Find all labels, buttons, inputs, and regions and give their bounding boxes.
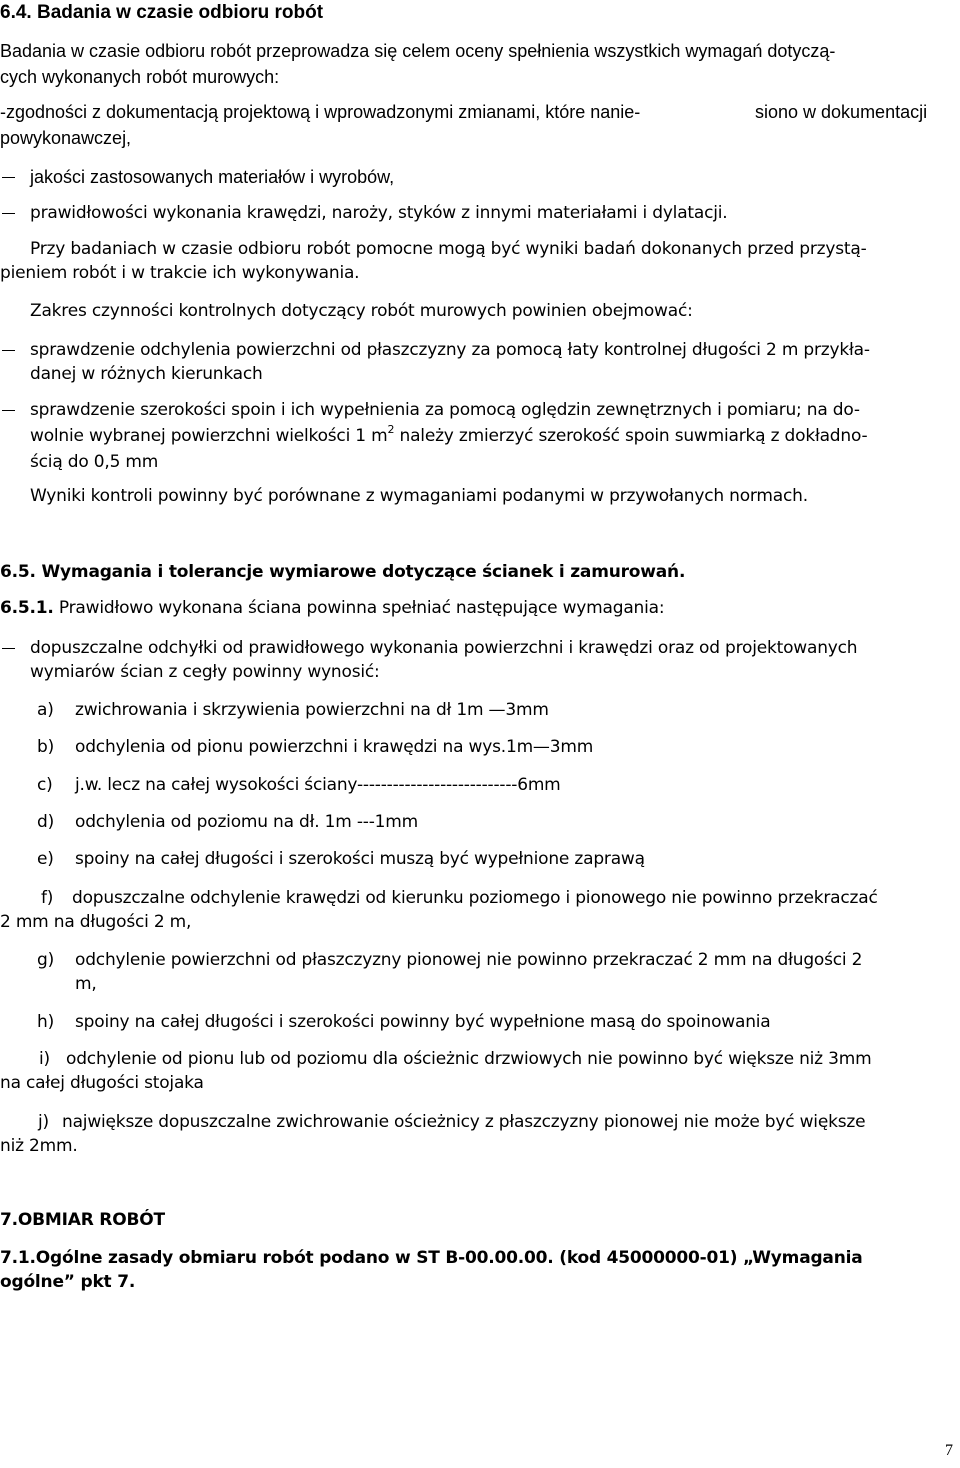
item-e-label: e): [37, 849, 54, 869]
item-c-label: c): [37, 775, 53, 795]
subsection-6-5-1-number: 6.5.1.: [0, 598, 54, 618]
item-a-label: a): [37, 700, 54, 720]
item-b-label: b): [37, 737, 55, 757]
item-i-line-1: odchylenie od pionu lub od poziomu dla ościeżnic drzwiowych nie powinno być większe niż 3mm: [66, 1049, 872, 1069]
dash-bullet-icon: [2, 213, 15, 214]
subsection-6-5-1: [0, 597, 664, 619]
dash-bullet-icon: [2, 350, 15, 351]
przy-line-1: Przy badaniach w czasie odbioru robót pomocne mogą być wyniki badań dokonanych przed przystą-: [30, 239, 867, 259]
section-6-5-heading: 6.5. Wymagania i tolerancje wymiarowe dotyczące ścianek i zamurowań.: [0, 562, 686, 582]
wyniki-text: Wyniki kontroli powinny być porównane z wymaganiami podanymi w przywołanych normach.: [30, 486, 808, 506]
req2-text: jakości zastosowanych materiałów i wyrobów,: [30, 167, 395, 187]
check1-line-2: danej w różnych kierunkach: [30, 364, 263, 384]
dash-bullet-icon: [2, 410, 15, 411]
item-e-text: spoiny na całej długości i szerokości muszą być wypełnione zaprawą: [75, 849, 645, 869]
intro-line-2: cych wykonanych robót murowych:: [0, 67, 280, 87]
item-f-label: f): [41, 888, 54, 908]
req1-text-a: -zgodności z dokumentacją projektową i wprowadzonymi zmianami, które nanie-: [0, 102, 641, 122]
req1-text-b: siono w dokumentacji: [755, 102, 928, 122]
section-7-1-line-2: ogólne” pkt 7.: [0, 1272, 136, 1292]
check1-line-1: sprawdzenie odchylenia powierzchni od płaszczyzny za pomocą łaty kontrolnej długości 2 m przykła-: [30, 340, 870, 360]
item-f-line-2: 2 mm na długości 2 m,: [0, 912, 192, 932]
item-i-line-2: na całej długości stojaka: [0, 1073, 204, 1093]
intro-line-1: Badania w czasie odbioru robót przeprowadza się celem oceny spełnienia wszystkich wymagań dotyczą-: [0, 41, 836, 61]
item-g-line-2: m,: [75, 974, 97, 994]
item-j-line-2: niż 2mm.: [0, 1136, 78, 1156]
item-h-label: h): [37, 1012, 55, 1032]
item-a-text: zwichrowania i skrzywienia powierzchni na dł 1m —3mm: [75, 700, 549, 720]
item-c-text: j.w. lecz na całej wysokości ściany---------------------------6mm: [75, 775, 561, 795]
check2-line-2: [30, 425, 867, 447]
check2-line-2-text-b: należy zmierzyć szerokość spoin suwmiarką z dokładno-: [394, 426, 868, 446]
dash-bullet-icon: [2, 648, 15, 649]
tolerances-line-2: wymiarów ścian z cegły powinny wynosić:: [30, 662, 380, 682]
item-b-text: odchylenia od pionu powierzchni i krawędzi na wys.1m—3mm: [75, 737, 594, 757]
check2-line-1: sprawdzenie szerokości spoin i ich wypełnienia za pomocą oględzin zewnętrznych i pomiaru; na do-: [30, 400, 860, 420]
item-j-line-1: największe dopuszczalne zwichrowanie ościeżnicy z płaszczyzny pionowej nie może być większe: [62, 1112, 866, 1132]
tolerances-line-1: dopuszczalne odchyłki od prawidłowego wykonania powierzchni i krawędzi oraz od projektowanych: [30, 638, 858, 658]
item-d-text: odchylenia od poziomu na dł. 1m ---1mm: [75, 812, 418, 832]
section-7-heading: 7.OBMIAR ROBÓT: [0, 1210, 165, 1230]
subsection-6-5-1-text: Prawidłowo wykonana ściana powinna spełniać następujące wymagania:: [53, 598, 665, 618]
req1-text-line-2: powykonawczej,: [0, 128, 132, 148]
item-f-line-1: dopuszczalne odchylenie krawędzi od kierunku poziomego i pionowego nie powinno przekraczać: [72, 888, 878, 908]
item-i-label: i): [39, 1049, 50, 1069]
check2-line-3: ścią do 0,5 mm: [30, 452, 159, 472]
superscript-2: 2: [387, 423, 395, 437]
item-h-text: spoiny na całej długości i szerokości powinny być wypełnione masą do spoinowania: [75, 1012, 771, 1032]
item-j-label: j): [38, 1112, 49, 1132]
item-d-label: d): [37, 812, 55, 832]
dash-bullet-icon: [2, 177, 15, 178]
section-7-1-line-1: 7.1.Ogólne zasady obmiaru robót podano w ST B-00.00.00. (kod 45000000-01) „Wymagania: [0, 1248, 863, 1268]
check2-line-2-text-a: wolnie wybranej powierzchni wielkości 1 m: [30, 426, 388, 446]
req3-text: prawidłowości wykonania krawędzi, naroży, styków z innymi materiałami i dylatacji.: [30, 203, 728, 223]
zakres-text: Zakres czynności kontrolnych dotyczący robót murowych powinien obejmować:: [30, 301, 693, 321]
przy-line-2: pieniem robót i w trakcie ich wykonywania.: [0, 263, 360, 283]
item-g-label: g): [37, 950, 55, 970]
section-6-4-heading: 6.4. Badania w czasie odbioru robót: [0, 2, 324, 23]
item-g-line-1: odchylenie powierzchni od płaszczyzny pionowej nie powinno przekraczać 2 mm na długości 2: [75, 950, 863, 970]
page-number: 7: [945, 1442, 953, 1459]
